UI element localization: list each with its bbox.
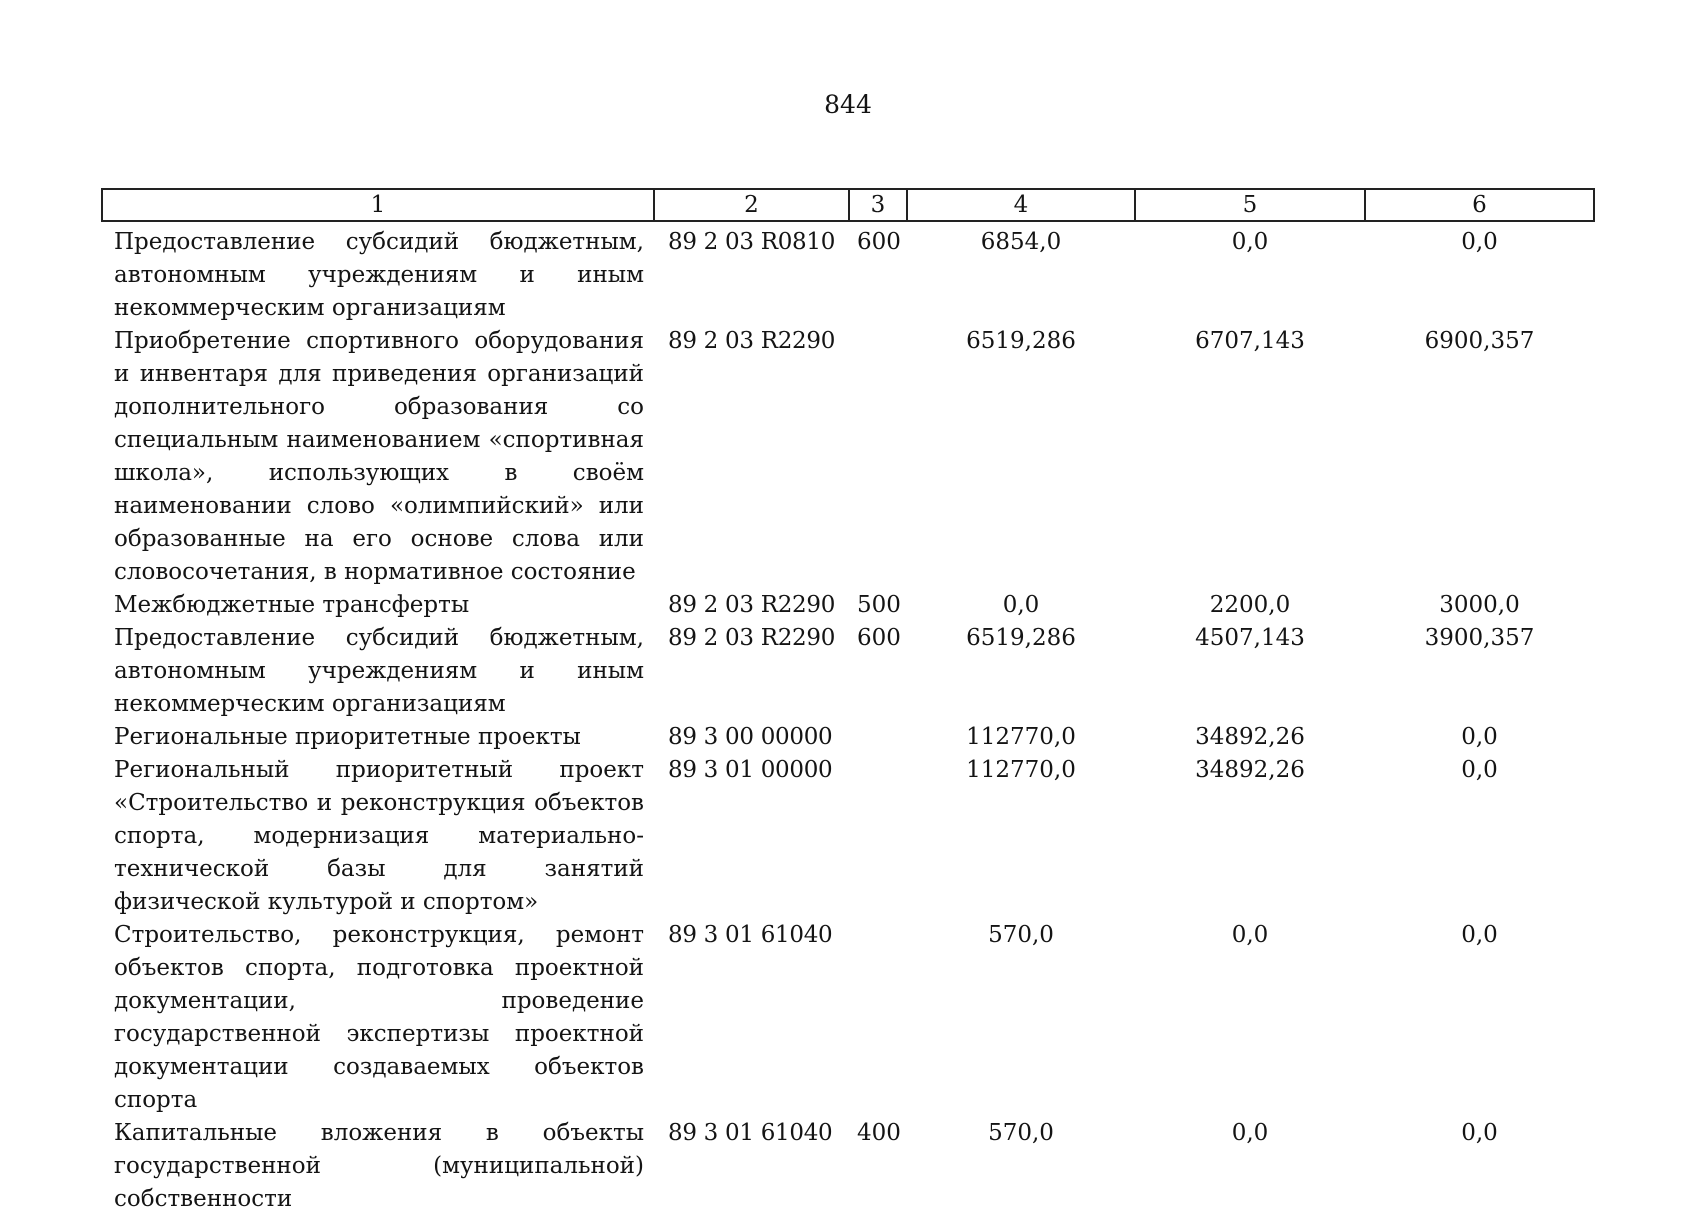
column-header: 4 <box>907 189 1135 221</box>
row-expense-type <box>849 325 907 589</box>
row-value-4: 6519,286 <box>966 328 1076 354</box>
row-value-5: 34892,26 <box>1195 724 1305 750</box>
row-value-6: 0,0 <box>1461 922 1498 948</box>
column-header: 2 <box>654 189 849 221</box>
table-row <box>102 622 1594 721</box>
row-code: 89 3 01 61040 <box>668 1120 833 1146</box>
row-code: 89 3 01 61040 <box>668 922 833 948</box>
row-value-4: 112770,0 <box>966 757 1076 783</box>
row-code: 89 2 03 R2290 <box>668 592 836 618</box>
budget-table <box>101 188 1595 1216</box>
table-row <box>102 325 1594 589</box>
row-name: Предоставление субсидий бюджетным, автономным учреждениям и иным некоммерческим организациям <box>114 625 644 717</box>
row-value-6: 0,0 <box>1461 724 1498 750</box>
column-header: 6 <box>1365 189 1594 221</box>
row-name: Предоставление субсидий бюджетным, автономным учреждениям и иным некоммерческим организациям <box>114 229 644 321</box>
row-value-5: 0,0 <box>1231 229 1269 255</box>
row-expense-type: 600 <box>857 229 901 255</box>
row-value-6: 0,0 <box>1461 1120 1498 1146</box>
row-name: Капитальные вложения в объекты государственной (муниципальной) собственности <box>114 1120 644 1212</box>
row-expense-type: 500 <box>857 592 901 618</box>
row-expense-type <box>849 721 907 754</box>
row-expense-type: 600 <box>857 625 901 651</box>
row-value-5: 4507,143 <box>1195 625 1305 651</box>
column-header: 1 <box>102 189 654 221</box>
row-value-6: 6900,357 <box>1424 328 1535 354</box>
row-value-5: 2200,0 <box>1209 592 1291 618</box>
row-value-4: 6854,0 <box>980 229 1062 255</box>
row-code: 89 2 03 R2290 <box>668 328 836 354</box>
row-name: Межбюджетные трансферты <box>114 592 470 618</box>
page-number: 844 <box>824 90 872 119</box>
row-value-5: 6707,143 <box>1195 328 1305 354</box>
table-row <box>102 589 1594 622</box>
row-value-6: 0,0 <box>1461 757 1498 783</box>
row-value-4: 6519,286 <box>966 625 1076 651</box>
table-row <box>102 721 1594 754</box>
column-header: 5 <box>1135 189 1365 221</box>
row-value-5: 0,0 <box>1231 922 1269 948</box>
row-value-6: 3000,0 <box>1439 592 1520 618</box>
row-expense-type <box>849 754 907 919</box>
table-row <box>102 754 1594 919</box>
row-value-5: 34892,26 <box>1195 757 1305 783</box>
table-row <box>102 221 1594 325</box>
row-code: 89 3 00 00000 <box>668 724 833 750</box>
row-value-4: 570,0 <box>988 1120 1054 1146</box>
row-value-6: 3900,357 <box>1424 625 1535 651</box>
row-code: 89 3 01 00000 <box>668 757 833 783</box>
table-header-row <box>102 189 1594 221</box>
row-expense-type <box>849 919 907 1117</box>
row-value-4: 112770,0 <box>966 724 1076 750</box>
row-value-5: 0,0 <box>1231 1120 1269 1146</box>
row-name: Приобретение спортивного оборудования и инвентаря для приведения организаций дополнительного образования со специальным наименованием «спортивная школа», использующих в своём наименовании слово «олимпийский» или образованные на его основе слова или словосочетания, в нормативное состояние <box>114 328 644 585</box>
table-row <box>102 1117 1594 1216</box>
row-expense-type: 400 <box>857 1120 901 1146</box>
row-value-4: 0,0 <box>1002 592 1040 618</box>
row-code: 89 2 03 R2290 <box>668 625 836 651</box>
row-value-4: 570,0 <box>988 922 1054 948</box>
row-name: Региональные приоритетные проекты <box>114 724 581 750</box>
column-header: 3 <box>849 189 907 221</box>
row-name: Региональный приоритетный проект «Строительство и реконструкция объектов спорта, модернизация материально-технической базы для занятий физической культурой и спортом» <box>114 757 644 915</box>
row-value-6: 0,0 <box>1461 229 1498 255</box>
row-name: Строительство, реконструкция, ремонт объектов спорта, подготовка проектной документации, проведение государственной экспертизы проектной документации создаваемых объектов спорта <box>114 922 644 1113</box>
table-row <box>102 919 1594 1117</box>
row-code: 89 2 03 R0810 <box>668 229 836 255</box>
